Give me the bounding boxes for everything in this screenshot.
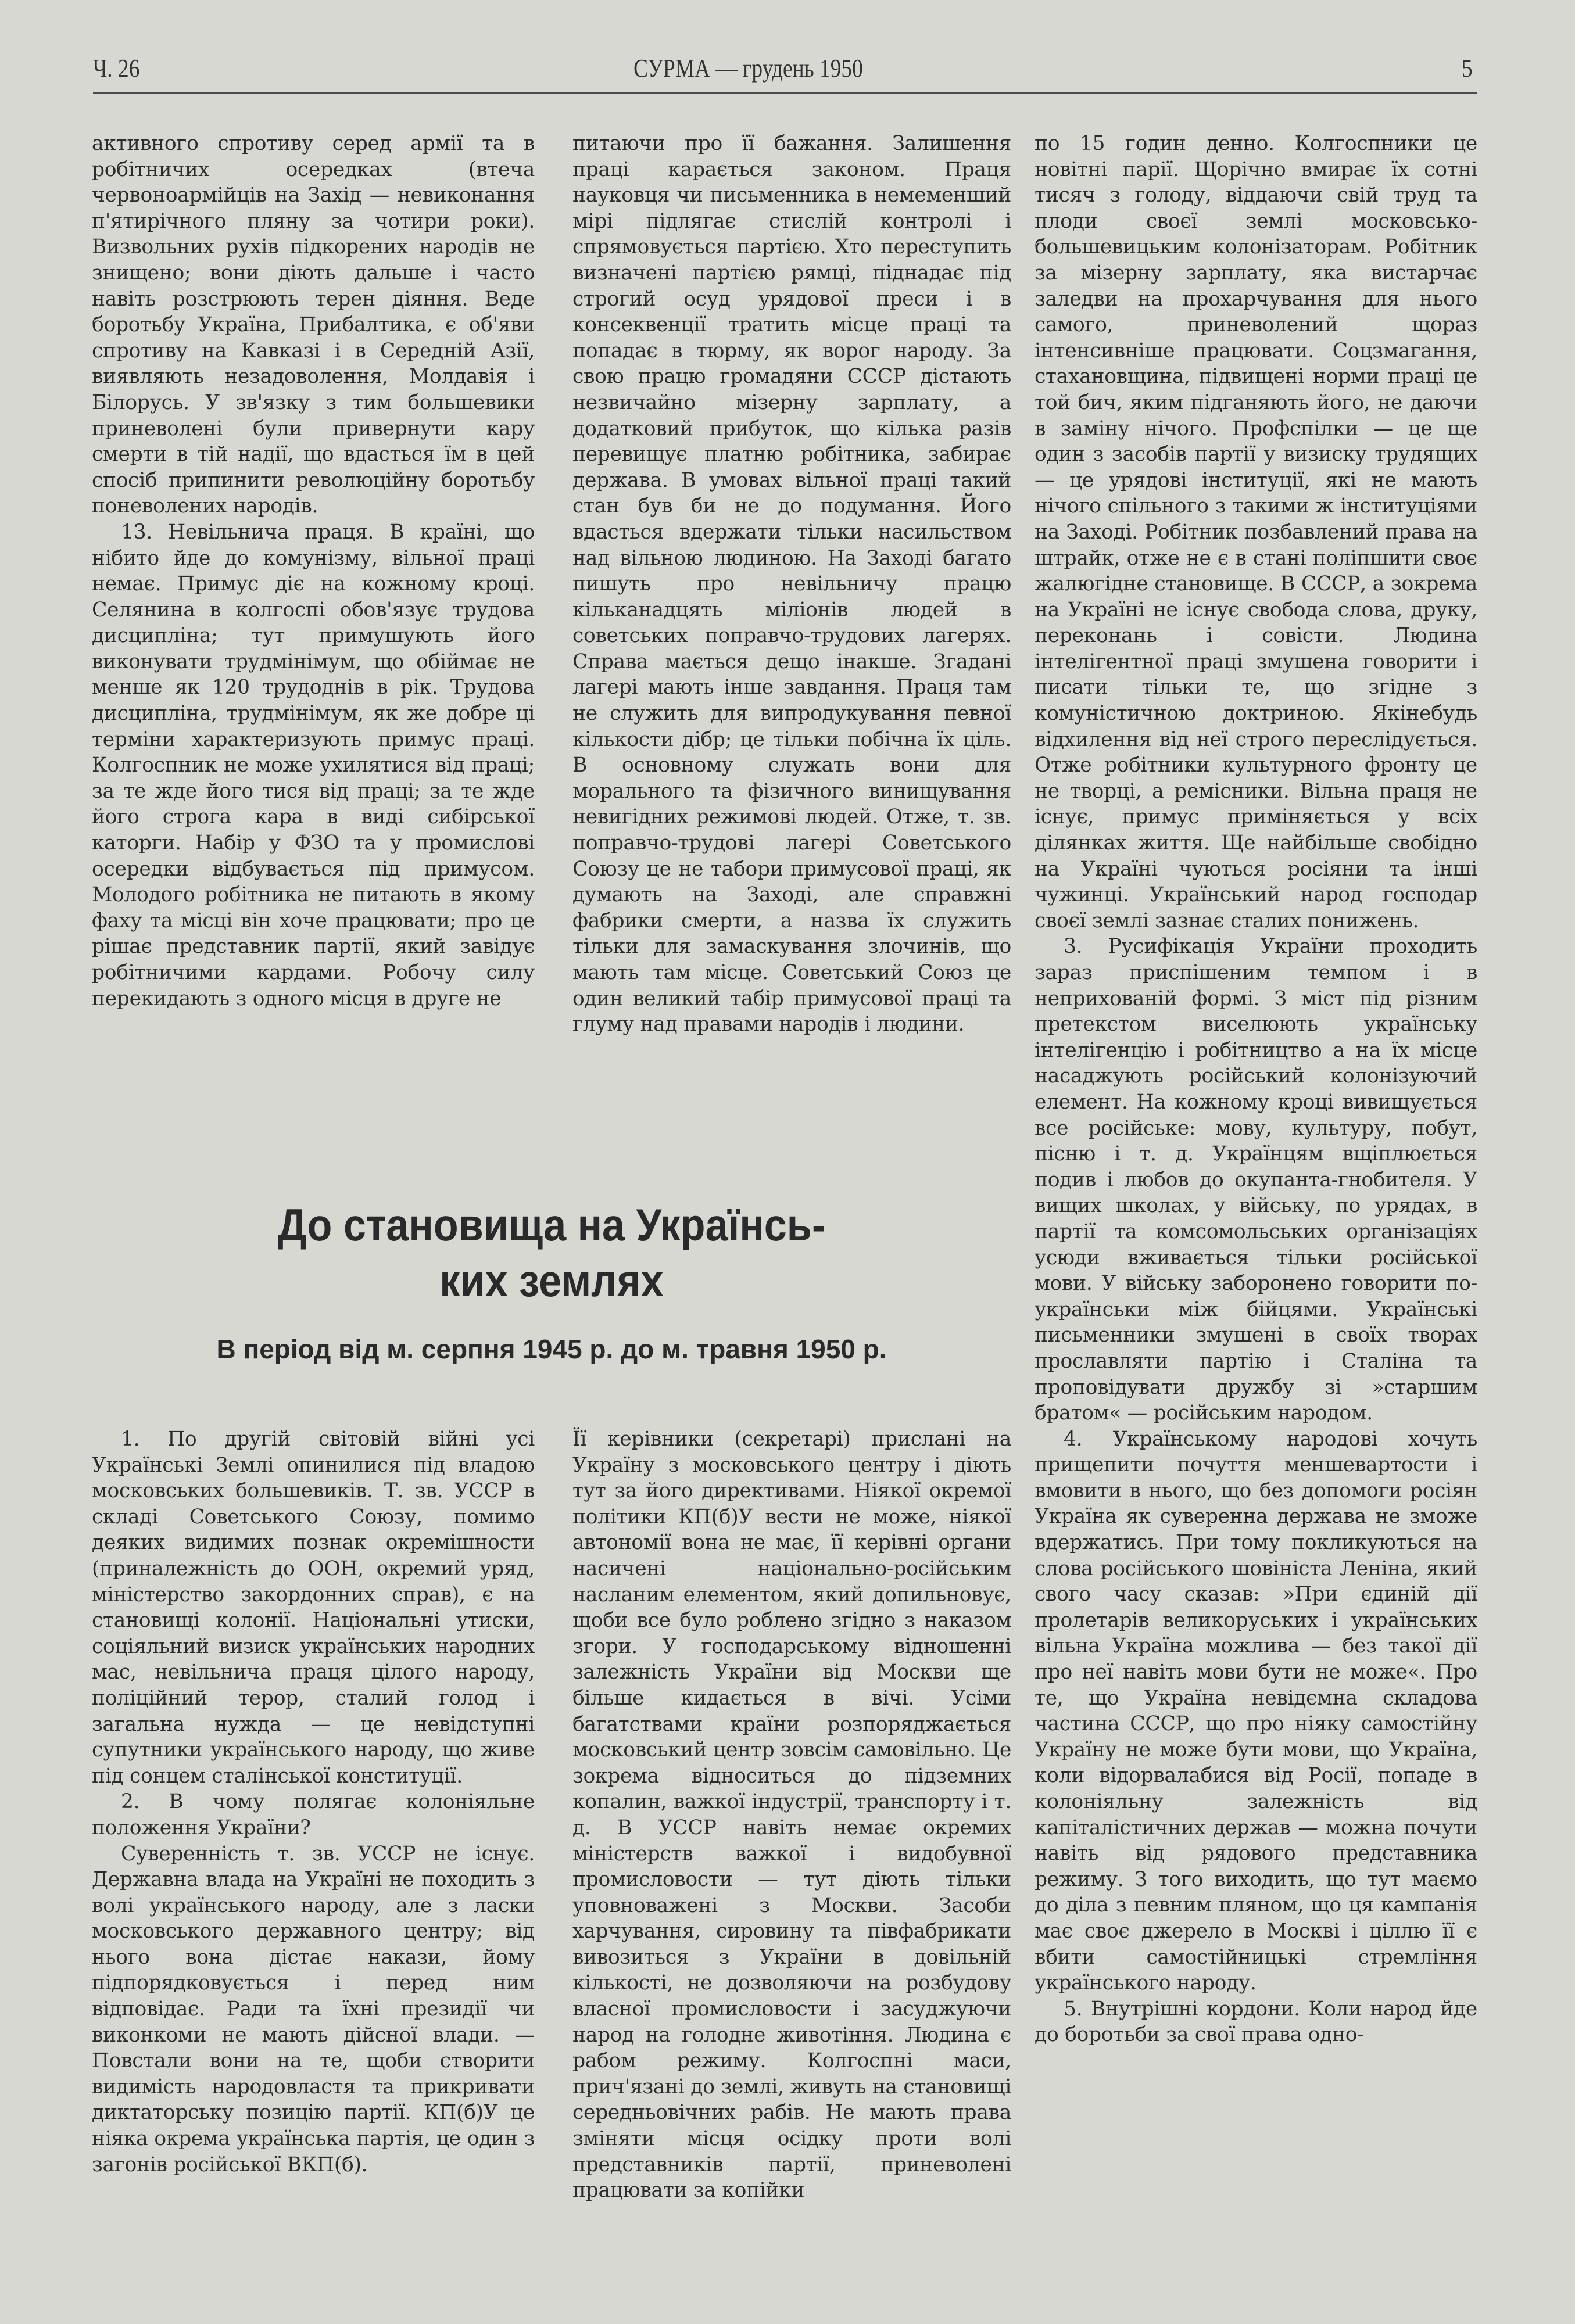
page-number: 5: [1462, 54, 1473, 83]
article-title-line-2: ких землях: [439, 1255, 664, 1306]
top-column-2: [572, 131, 1011, 1038]
paragraph: Її керівники (секретарі) прислані на Україну з московського центру і діють тут за його директивами. Ніякої окремої політики КП(б)У вести не може, ніякої автономії вона не має, її керівні органи насичені національно-російським насланим елементом, який допильновує, щоби все було роблено згідно з наказом згори. У господарському відношенні залежність України від Москви ще більше кидається в вічі. Усіми багатствами країни розпоряджається московський центр зовсім самовільно. Це зокрема відноситься до підземних копалин, важкої індустрії, транспорту і т. д. В УССР навіть немає окремих міністерств важкої і видобувної промисловости — тут діють тільки уповноважені з Москви. Засоби харчування, сировину та півфабрикати вивозиться з України в довільній кількості, не дозволяючи на розбудову власної промисловости і засуджуючи народ на голодне животіння. Людина є рабом режиму. Колгоспні маси, прич'язані до землі, живуть на становищі середньовічних рабів. Не мають права зміняти місця осідку проти волі представників партії, приневолені працювати за копійки: [572, 1428, 1011, 2203]
article-subtitle: В період від м. серпня 1945 р. до м. травня 1950 р.: [216, 1334, 887, 1364]
paragraph: по 15 годин денно. Колгоспники це новітні парії. Щорічно вмирає їх сотні тисяч з голоду, віддаючи свій труд та плоди своєї землі московсько-большевицьким колонізаторам. Робітник за мізерну зарплату, яка вистарчає заледви на прохарчування для нього самого, приневолений щораз інтенсивніше працювати. Соцзмагання, стахановщина, підвищені норми праці це той бич, яким підганяють його, не даючи в заміну нічого. Профспілки — це ще один з засобів партії у визиску трудящих — це урядові інституції, які не мають нічого спільного з такими ж інституціями на Заході. Робітник позбавлений права на штрайк, отже не є в стані поліпшити своє жалюгідне становище. В СССР, а зокрема на Україні не існує свобода слова, друку, переконань і совісти. Людина інтелігентної праці змушена говорити і писати тільки те, що згідне з комуністичною доктриною. Якінебудь відхилення від неї строго переслідується. Отже робітники культурного фронту це не творці, а ремісники. Вільна праця не існує, примус приміняється у всіх ділянках життя. Ще найбільше свобідно на Україні чуються росіяни та інші чужинці. Український народ господар своєї землі зазнає сталих понижень.: [1035, 132, 1477, 933]
top-column-1: [92, 131, 535, 1012]
article-column-1: [92, 1426, 535, 2178]
paragraph: питаючи про її бажання. Залишення праці карається законом. Праця науковця чи письменника в немеменший мірі підлягає стислій контролі і спрямовується партією. Хто переступить визначені партією рямці, піднадає під строгий осуд урядової преси і в консеквенції тратить місце праці та попадає в тюрму, як ворог народу. За свою працю громадяни СССР дістають незвичайно мізерну зарплату, а додатковий прибуток, що кілька разів перевищує платню робітника, забирає держава. В умовах вільної праці такий стан був би не до подумання. Його вдасться вдержати тільки насильством над вільною людиною. На Заході багато пишуть про невільничу працю кільканадцять міліонів людей в советських поправчо-трудових лагерях. Справа мається дещо інакше. Згадані лагері мають інше завдання. Праця там не служить для випродукування певної кількости дібр; це тільки побічна їх ціль. В основному служать вони для морального та фізичного винищування невигідних режимові людей. Отже, т. зв. поправчо-трудові лагері Советського Союзу це не табори примусової праці, як думають на Заході, але справжні фабрики смерти, а назва їх служить тільки для замаскування злочинів, що мають там місце. Советський Союз це один великий табір примусової праці та глуму над правами народів і людини.: [572, 132, 1011, 1037]
paragraph: 13. Невільнича праця. В країні, що нібито йде до комунізму, вільної праці немає. Примус діє на кожному кроці. Селянина в колгоспі обов'язує трудова дисципліна; тут примушують його виконувати трудмінімум, що обіймає не менше як 120 трудоднів в рік. Трудова дисципліна, трудмінімум, як же добре ці терміни характеризують примус праці. Колгоспник не може ухилятися від праці; за те жде його тися від праці; за те жде його строга кара в виді сибірської каторги. Набір у ФЗО та у промислові осередки відбувається під примусом. Молодого робітника не питають в якому фаху та місці він хоче працювати; про це рішає представник партії, який завідує робітничими кардами. Робочу силу перекидають з одного місця в друге не: [92, 520, 535, 1010]
paragraph: 1. По другій світовій війні усі Українські Землі опинилися під владою московських большевиків. Т. зв. УССР в складі Советського Союзу, помимо деяких видимих познак окремішности (приналежність до ООН, окремий уряд, міністерство закордонних справ), є на становищі колонії. Національні утиски, соціяльний визиск українських народних мас, невільнича праця цілого народу, поліційний терор, сталий голод і загальна нужда — це невідступні супутники українського народу, що живе під сонцем сталінської конституції.: [92, 1428, 535, 1788]
paragraph: 4. Українському народові хочуть прищепити почуття меншевартости і вмовити в нього, що без допомоги росіян Україна як суверенна держава не зможе вдержатись. При тому покликуються на слова російського шовініста Леніна, який свого часу сказав: »При єдиній дії пролетарів великоруських і українських вільна Україна можлива — без такої дії про неї навіть мови бути не може«. Про те, що Україна невідємна складова частина СССР, що про ніяку самостійну Україну не може бути мови, що Україна, коли відорвалабися від Росії, попаде в колоніяльну залежність від капіталістичних держав — можна почути навіть від рядового представника режиму. З того виходить, що тут маємо до діла з певним пляном, що ця кампанія має своє джерело в Москві і ціллю її є вбити самостійницькі стремління українського народу.: [1035, 1427, 1477, 1995]
right-column: [1035, 131, 1477, 2048]
header-rule: [93, 92, 1477, 94]
paragraph: активного спротиву серед армії та в робітничих осередках (втеча червоноармійців на Захід — невиконання п'ятирічного пляну за чотири роки). Визвольних рухів підкорених народів не знищено; вони діють дальше і часто навіть розстрюють терен діяння. Веде боротьбу Україна, Прибалтика, є об'яви спротиву на Кавказі і в Середній Азії, виявляють незадоволення, Молдавія і Білорусь. У зв'язку з тим большевики приневолені були привернути кару смерти в тій надії, що вдасться їм в цей спосіб припинити революційну боротьбу поневолених народів.: [92, 132, 535, 518]
issue-number: Ч. 26: [93, 54, 140, 83]
article-title: [138, 1197, 965, 1308]
paragraph: 3. Русифікація України проходить зараз приспішеним темпом і в неприхованій формі. З міст під різним претекстом виселюють українську інтелігенцію і робітництво а на їх місце насаджують російський колонізуючий елемент. На кожному кроці вивищується все російське: мову, культуру, побут, пісню і т. д. Українцям вщіплюється подив і любов до окупанта-гнобителя. У вищих школах, у війську, по урядах, в партії та комсомольських організаціях усюди вживається тільки російської мови. У війську заборонено говорити по-українськи між бійцями. Українські письменники змушені в своїх творах прославляти партію і Сталіна та проповідувати дружбу зі »старшим братом« — російським народом.: [1035, 935, 1477, 1425]
paragraph: 2. В чому полягає колоніяльне положення України?: [92, 1790, 535, 1839]
paragraph: 5. Внутрішні кордони. Коли народ йде до боротьби за свої права одно-: [1035, 1997, 1477, 2047]
article-column-2: [572, 1426, 1011, 2204]
paragraph: Суверенність т. зв. УССР не існує. Державна влада на Україні не походить з волі українського народу, але з ласки московського державного центру; від нього вона дістає накази, йому підпорядковується і перед ним відповідає. Ради та їхні президії чи виконкоми не мають дійсної влади. — Повстали вони на те, щоби створити видимість народовластя та прикривати диктаторську позицію партії. КП(б)У це ніяка окрема українська партія, це один з загонів російської ВКП(б).: [92, 1842, 535, 2176]
article-title-line-1: До становища на Українсь-: [277, 1199, 826, 1250]
running-header: СУРМА — грудень 1950: [633, 54, 863, 83]
